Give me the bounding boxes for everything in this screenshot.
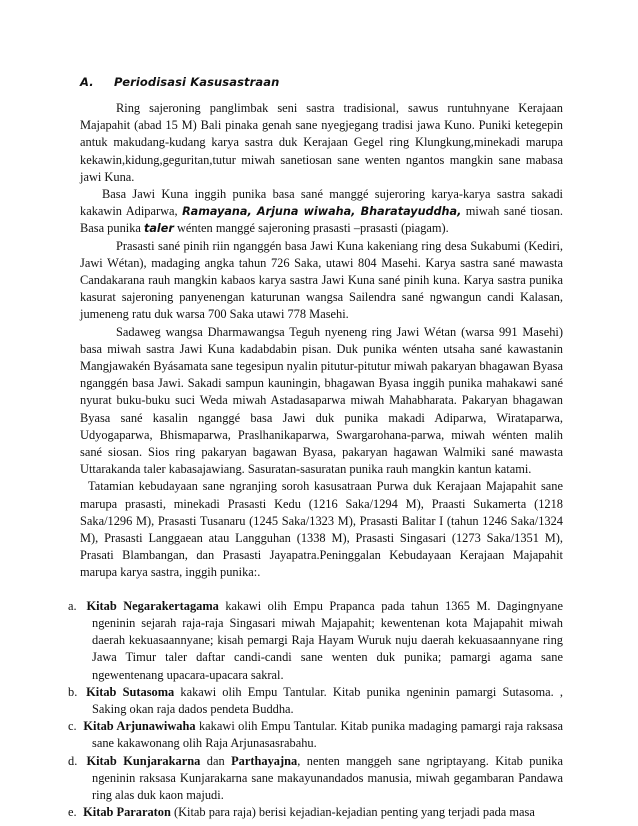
paragraph-text: Basa Jawi Kuna inggih punika basa sané manggé sujeroring karya-karya sastra sakadi kakawin Adiparwa, (80, 187, 563, 219)
paragraph-emphasis: taler (144, 222, 174, 236)
list-text: , nenten manggeh sane ngriptayang. Kitab punika ngeninin raksasa Kunjarakarna sane makayunandados manusia, miwah gegambaran Pandawa ring alas duk kaon majudi. (92, 753, 563, 802)
list-item: a. Kitab Negarakertagama kakawi olih Empu Prapanca pada tahun 1365 M. Dagingnyane ngeninin sejarah raja-raja Singasari miwah Majapahit; kewentenan kota Majapahit miwah daerah kekuasaannyane; kisah pemargi Raja Hayam Wuruk nuju daerah kekuasaannyane ring Jawa Timur taler daftar candi-candi sane wenten duk punika; pamargi agama sane ngewentenang upacara-upacara sakral. (68, 598, 563, 682)
book-title: Parthayajna (231, 753, 298, 768)
list-item: b. Kitab Sutasoma kakawi olih Empu Tantular. Kitab punika ngeninin pamargi Sutasoma. , Saking okan raja dados pendeta Buddha. (68, 684, 563, 716)
book-title: Kitab Negarakertagama (86, 598, 219, 613)
paragraph: Ring sajeroning panglimbak seni sastra tradisional, sawus runtuhnyane Kerajaan Majapahit (abad 15 M) Bali pinaka genah sane nyegjegang tradisi jawa Kuno. Puniki ketegepin antuk makudang-kudang karya sastra duk Kerajaan Gegel ring Klungkung,minekadi marupa kekawin,kidung,geguritan,tutur miwah sanetiosan sane wenten ngantos mangkin sane mabasa jawi Kuna. (80, 101, 563, 184)
spacer (80, 582, 563, 598)
list-text: kakawi olih Empu Prapanca pada tahun 1365 M. Dagingnyane ngeninin sejarah raja-raja Singasari miwah Majapahit; kewentenan kota Majapahit miwah daerah kekuasaannyane; kisah pemargi Raja Hayam Wuruk nuju daerah kekuasaannyane ring Jawa Timur taler daftar candi-candi sane wenten duk punika; pamargi agama sane ngewentenang upacara-upacara sakral. (92, 598, 563, 682)
section-number: A. (80, 75, 94, 89)
section-heading (80, 74, 279, 91)
paragraph (80, 186, 563, 238)
paragraph: Sadaweg wangsa Dharmawangsa Teguh nyeneng ring Jawi Wétan (warsa 991 Masehi) basa miwah sastra Jawi Kuna kadabdabin pisan. Duk punika wénten utsaha sané kawastanin Mangjawakén Byásamata sane tegesipun nyalin pitutur-pitutur miwah pakaryan bhagawan Byasa nganggén basa Jawi. Sakadi sampun kauningin, bhagawan Byasa inggih punika mahakawi sané nyurat buku-buku suci Weda miwah Astadasaparwa miwah Mahabharata. Pakaryan bhagawan Byasa sané kasalin nganggé basa Jawi duk punika makadi Adiparwa, Wirataparwa, Udyogaparwa, Bhismaparwa, Praslhanikaparwa, Swargarohana-parwa, miwah wénten malih sané siosan. Sios ring pakaryan bagawan Byasa, pakaryan hagawan Walmiki sané mawasta Uttarakanda taler kabasajawiang. Sasuratan-sasuratan punika rauh mangkin kantun katami. (80, 324, 563, 477)
list-item: d. Kitab Kunjarakarna dan Parthayajna, nenten manggeh sane ngriptayang. Kitab punika ngeninin raksasa Kunjarakarna sane makayunandados manusia, miwah gegambaran Pandawa ring alas duk kaon majudi. (68, 753, 563, 802)
paragraph-emphasis: Ramayana, Arjuna wiwaha, Bharatayuddha, (182, 205, 462, 219)
list-item: c. Kitab Arjunawiwaha kakawi olih Empu Tantular. Kitab punika madaging pamargi raja raksasa sane kakawonang olih Raja Arjunasasrabahu. (68, 719, 563, 751)
list-item: e. Kitab Pararaton (Kitab para raja) berisi kejadian-kejadian penting yang terjadi pada masa (68, 805, 535, 820)
paragraph-text: miwah sané tiosan. Basa punika (80, 204, 563, 236)
paragraph-text: wénten manggé sajeroning prasasti –prasasti (piagam). (173, 221, 449, 236)
book-list (68, 598, 563, 822)
book-title: Kitab Kunjarakarna (86, 753, 201, 768)
book-title: Kitab Arjunawiwaha (83, 719, 196, 734)
list-text: kakawi olih Empu Tantular. Kitab punika madaging pamargi raja raksasa sane kakawonang olih Raja Arjunasasrabahu. (92, 719, 563, 751)
document-body (68, 100, 563, 821)
list-text: kakawi olih Empu Tantular. Kitab punika ngeninin pamargi Sutasoma. , Saking okan raja dados pendeta Buddha. (92, 684, 563, 716)
section-title: Periodisasi Kasusastraan (114, 75, 280, 89)
paragraph: Tatamian kebudayaan sane ngranjing soroh kasusatraan Purwa duk Kerajaan Majapahit sane marupa prasasti, minekadi Prasasti Kedu (1216 Saka/1294 M), Praasti Sukamerta (1218 Saka/1296 M), Prasasti Tusanaru (1245 Saka/1323 M), Prasasti Balitar I (tahun 1246 Saka/1324 M), Prasasti Langgaean atau Langguhan (1338 M), Prasasti Singasari (1273 Saka/1351 M), Prasati Blambangan, dan Prasasti Jayapatra.Peninggalan Kebudayaan Kerajaan Majapahit marupa karya sastra, inggih punika:. (80, 479, 563, 580)
list-text: (Kitab para raja) berisi kejadian-kejadian penting yang terjadi pada masa (170, 805, 535, 820)
paragraph: Prasasti sané pinih riin nganggén basa Jawi Kuna kakeniang ring desa Sukabumi (Kediri, Jawi Wétan), madaging angka tahun 726 Saka, utawi 804 Masehi. Karya sastra sané mawasta Candakarana rauh mangkin kabaos karya sastra Jawi Kuna sané pinih kuna. Karya sastra punika kasurat sajeroning panyenengan katurunan wangsa Sailendra sané ngwangun candi Kalasan, jumeneng ratu duk warsa 700 Saka utawi 778 Masehi. (80, 238, 563, 322)
list-text: dan (200, 753, 232, 768)
book-title: Kitab Sutasoma (86, 684, 175, 699)
book-title: Kitab Pararaton (83, 805, 171, 820)
